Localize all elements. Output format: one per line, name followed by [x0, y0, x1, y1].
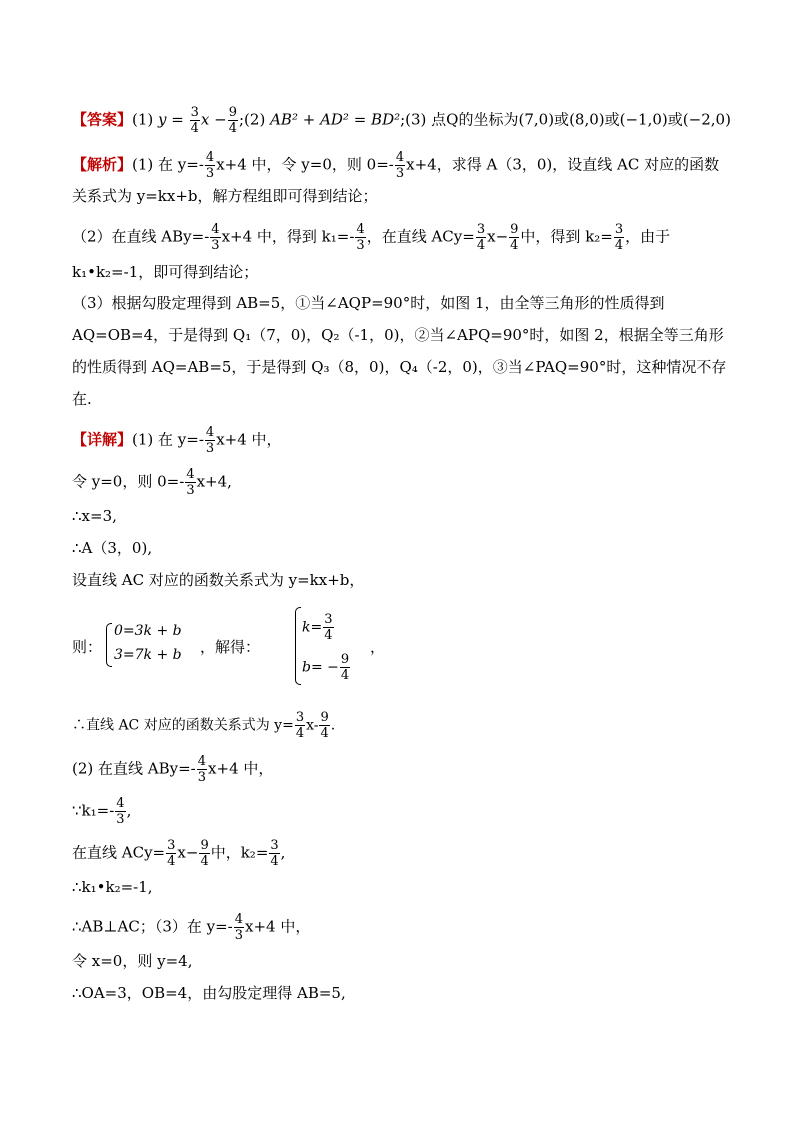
fraction: $\frac{4}{3}$	[395, 150, 405, 181]
fraction: $\frac{4}{3}$	[186, 467, 195, 498]
solution-k: k= $\frac{3}{4}$	[302, 612, 333, 643]
fraction: $\frac{4}{3}$	[205, 150, 215, 181]
detail-line-2: 令 y=0，则 0=- $\frac{4}{3}$ x+4,	[72, 467, 232, 498]
fraction: $\frac{9}{4}$	[320, 710, 329, 741]
detail-line-6-label: 则：	[72, 638, 103, 656]
fraction: $\frac{4}{3}$	[211, 222, 220, 253]
detail-line-11: ∴k₁•k₂=-1,	[72, 878, 153, 896]
detail-line-13: 令 x=0，则 y=4,	[72, 952, 193, 970]
fraction: $\frac{9}{4}$	[340, 652, 350, 683]
detail-tag: 【详解】	[72, 430, 133, 449]
fraction: $\frac{4}{3}$	[205, 425, 215, 456]
pythagorean-equation: AB² + AD² = BD²	[270, 110, 401, 129]
detail-line-8: (2) 在直线 ABy=- $\frac{4}{3}$ x+4 中，	[72, 754, 274, 785]
left-brace	[106, 623, 112, 667]
analysis-line-4: k₁•k₂=-1，即可得到结论；	[72, 263, 259, 281]
answer-tag: 【答案】	[72, 110, 133, 129]
detail-line-1: 【详解】(1) 在 y=- $\frac{4}{3}$ x+4 中，	[72, 425, 282, 456]
analysis-line-8: 在.	[72, 390, 92, 408]
detail-line-5: 设直线 AC 对应的函数关系式为 y=kx+b，	[72, 571, 365, 589]
solution-b: b= − $\frac{9}{4}$	[302, 652, 350, 683]
fraction: $\frac{9}{4}$	[228, 105, 237, 136]
fraction: $\frac{9}{4}$	[200, 838, 209, 869]
fraction: $\frac{4}{3}$	[356, 222, 365, 253]
fraction: $\frac{3}{4}$	[167, 838, 176, 869]
analysis-line-1: 【解析】(1) 在 y=- $\frac{4}{3}$ x+4 中，令 y=0，则 0=- $\frac{4}{3}$ x+4，求得 A（3，0)，设直线 AC 对应的函数	[72, 150, 720, 181]
fraction: $\frac{4}{3}$	[197, 754, 207, 785]
detail-line-9: ∵k₁=- $\frac{4}{3}$ ,	[72, 796, 132, 827]
fraction: $\frac{3}{4}$	[476, 222, 486, 253]
detail-line-3: ∴x=3,	[72, 507, 117, 525]
fraction: $\frac{3}{4}$	[190, 105, 199, 136]
detail-line-14: ∴OA=3，OB=4，由勾股定理得 AB=5,	[72, 984, 346, 1002]
analysis-line-6: AQ=OB=4，于是得到 Q₁（7，0)，Q₂（-1，0)，②当∠APQ=90°时，如图 2，根据全等三角形	[72, 326, 724, 344]
analysis-line-3: （2）在直线 ABy=- $\frac{4}{3}$ x+4 中，得到 k₁=- $\frac{4}{3}$ ，在直线 ACy= $\frac{3}{4}$ x− $\frac{9}{4}$ 中，得到 k₂= $\frac{3}{4}$ ，由于	[72, 222, 671, 253]
analysis-line-2: 关系式为 y=kx+b，解方程组即可得到结论；	[72, 187, 378, 205]
system-eq-2: 3=7k + b	[114, 647, 182, 663]
detail-comma: ，	[370, 638, 386, 656]
analysis-tag: 【解析】	[72, 155, 133, 174]
analysis-line-7: 的性质得到 AQ=AB=5，于是得到 Q₃（8，0)，Q₄（-2，0)，③当∠PAQ=90°时，这种情况不存	[72, 358, 727, 376]
detail-line-10: 在直线 ACy= $\frac{3}{4}$ x− $\frac{9}{4}$ 中，k₂= $\frac{3}{4}$ ,	[72, 838, 286, 869]
fraction: $\frac{3}{4}$	[295, 710, 305, 741]
fraction: $\frac{9}{4}$	[510, 222, 519, 253]
left-brace	[295, 607, 301, 685]
fraction: $\frac{4}{3}$	[116, 796, 125, 827]
fraction: $\frac{3}{4}$	[324, 612, 333, 643]
fraction: $\frac{3}{4}$	[614, 222, 624, 253]
detail-line-4: ∴A（3，0),	[72, 539, 153, 557]
detail-line-12: ∴AB⊥AC；（3）在 y=- $\frac{4}{3}$ x+4 中，	[72, 912, 311, 943]
fraction: $\frac{4}{3}$	[234, 912, 244, 943]
system-eq-1: 0=3k + b	[114, 623, 182, 639]
analysis-line-5: （3）根据勾股定理得到 AB=5，①当∠AQP=90°时，如图 1，由全等三角形的性质得到	[72, 294, 665, 312]
fraction: $\frac{3}{4}$	[270, 838, 279, 869]
detail-solve-label: ，解得：	[200, 638, 261, 656]
detail-line-7: ∴直线 AC 对应的函数关系式为 y= $\frac{3}{4}$ x- $\frac{9}{4}$ .	[72, 710, 336, 741]
answer-line: 【答案】(1) y = $\frac{3}{4}$ x − $\frac{9}{4}$ ;(2) AB² + AD² = BD²;(3) 点Q的坐标为(7,0)或(8,0)或(−1,0)或(−2,0)	[72, 105, 731, 136]
